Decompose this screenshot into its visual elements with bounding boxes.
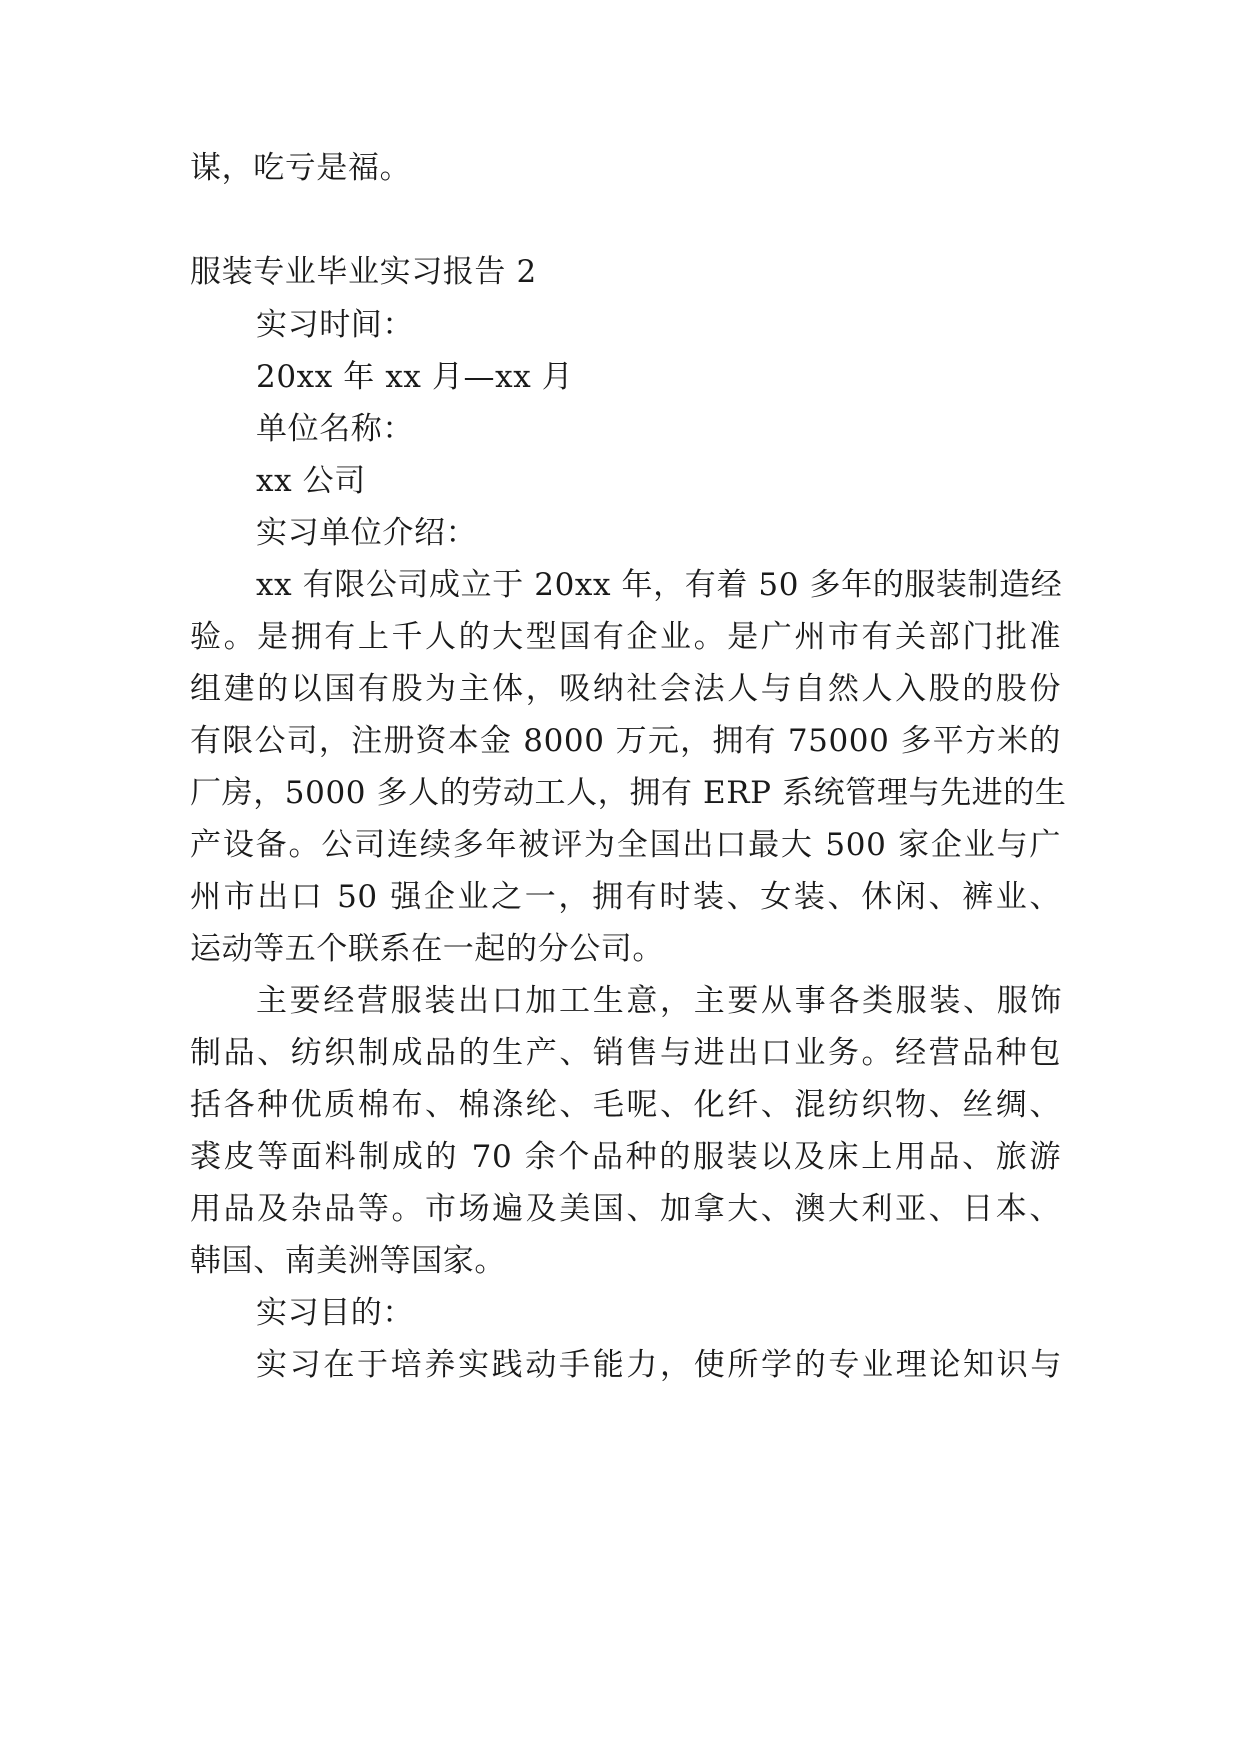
label-unit-name: 单位名称： <box>256 411 414 447</box>
label-unit-intro: 实习单位介绍： <box>256 515 478 551</box>
paragraph-line: 主要经营服装出口加工生意，主要从事各类服装、服饰 <box>256 983 1062 1019</box>
text-line: 谋，吃亏是福。 <box>190 150 412 186</box>
paragraph-line: 有限公司，注册资本金 8000 万元，拥有 75000 多平方米的 <box>190 723 1061 759</box>
value-unit-name: xx 公司 <box>256 463 366 499</box>
paragraph-line: 括各种优质棉布、棉涤纶、毛呢、化纤、混纺织物、丝绸、 <box>190 1087 1061 1123</box>
paragraph-line: 运动等五个联系在一起的分公司。 <box>190 931 664 967</box>
paragraph-line: 用品及杂品等。市场遍及美国、加拿大、澳大利亚、日本、 <box>190 1191 1061 1227</box>
paragraph-line: 实习在于培养实践动手能力，使所学的专业理论知识与 <box>256 1347 1062 1383</box>
paragraph-line: 裘皮等面料制成的 70 余个品种的服装以及床上用品、旅游 <box>190 1139 1061 1175</box>
paragraph-line: 验。是拥有上千人的大型国有企业。是广州市有关部门批准 <box>190 619 1061 655</box>
paragraph-line: xx 有限公司成立于 20xx 年，有着 50 多年的服装制造经 <box>256 567 1063 603</box>
section-title: 服装专业毕业实习报告 2 <box>190 254 537 290</box>
paragraph-line: 州市出口 50 强企业之一，拥有时装、女装、休闲、裤业、 <box>190 879 1061 915</box>
paragraph-line: 制品、纺织制成品的生产、销售与进出口业务。经营品种包 <box>190 1035 1061 1071</box>
value-internship-time: 20xx 年 xx 月—xx 月 <box>256 359 574 395</box>
paragraph-line: 韩国、南美洲等国家。 <box>190 1243 506 1279</box>
paragraph-line: 产设备。公司连续多年被评为全国出口最大 500 家企业与广 <box>190 827 1061 863</box>
label-internship-time: 实习时间： <box>256 307 414 343</box>
paragraph-line: 厂房，5000 多人的劳动工人，拥有 ERP 系统管理与先进的生 <box>190 775 1067 811</box>
label-internship-purpose: 实习目的： <box>256 1295 414 1331</box>
paragraph-line: 组建的以国有股为主体，吸纳社会法人与自然人入股的股份 <box>190 671 1061 707</box>
